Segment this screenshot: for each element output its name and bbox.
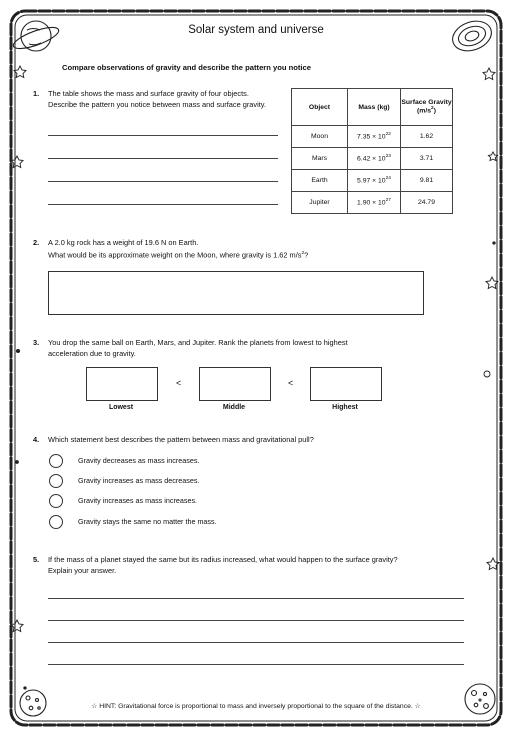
q4-number: 4. xyxy=(33,435,40,444)
q3-number: 3. xyxy=(33,338,40,347)
q3-text-line2: acceleration due to gravity. xyxy=(48,349,136,358)
q2-answer-box[interactable] xyxy=(48,271,424,315)
gravity-table xyxy=(291,88,453,214)
option-label: Gravity decreases as mass increases. xyxy=(78,456,200,465)
label-middle: Middle xyxy=(222,404,246,411)
col-object: Object xyxy=(292,89,348,126)
rank-box-highest[interactable] xyxy=(310,367,382,401)
page-title: Solar system and universe xyxy=(188,24,324,36)
table-row xyxy=(292,148,453,170)
q2-text-line2: What would be its approximate weight on the Moon, where gravity is 1.62 $m/s^2$? xyxy=(48,250,309,260)
option-label: Gravity increases as mass decreases. xyxy=(78,476,200,485)
less-than-sign: < xyxy=(176,378,182,388)
q5-answer-line[interactable] xyxy=(48,664,464,665)
option-label: Gravity increases as mass increases. xyxy=(78,496,198,505)
q5-number: 5. xyxy=(33,555,40,564)
table-row xyxy=(292,192,453,214)
label-lowest: Lowest xyxy=(108,404,134,411)
radio-circle-icon[interactable] xyxy=(49,494,63,508)
star-icon: ☆ xyxy=(414,703,421,710)
q3-text-line1: You drop the same ball on Earth, Mars, and Jupiter. Rank the planets from lowest to highest xyxy=(48,338,348,347)
q5-text-line2: Explain your answer. xyxy=(48,566,117,575)
cell-mass: $5.97 \times 10^{24}$ xyxy=(348,170,401,192)
galaxy-icon xyxy=(448,16,495,56)
q4-text: Which statement best describes the pattern between mass and gravitational pull? xyxy=(48,435,314,444)
cell-object: Earth xyxy=(292,170,348,192)
hint-label: HINT: Gravitational force is proportional to mass and inversely proportional to the square of the distance. xyxy=(99,703,413,710)
q1-answer-line[interactable] xyxy=(48,158,278,159)
hint-text xyxy=(0,702,512,710)
q1-answer-line[interactable] xyxy=(48,204,278,205)
cell-mass: $7.35 \times 10^{22}$ xyxy=(348,126,401,148)
label-highest: Highest xyxy=(332,404,358,411)
cell-gravity: 9.81 xyxy=(401,170,453,192)
cell-object: Mars xyxy=(292,148,348,170)
less-than-sign: < xyxy=(288,378,294,388)
rank-box-lowest[interactable] xyxy=(86,367,158,401)
q1-answer-line[interactable] xyxy=(48,135,278,136)
q1-answer-line[interactable] xyxy=(48,181,278,182)
q5-answer-line[interactable] xyxy=(48,620,464,621)
q1-text-line1: The table shows the mass and surface gravity of four objects. xyxy=(48,89,249,98)
q2-text-line1: A 2.0 kg rock has a weight of 19.6 N on Earth. xyxy=(48,238,199,247)
cell-gravity: 1.62 xyxy=(401,126,453,148)
cell-mass: $1.90 \times 10^{27}$ xyxy=(348,192,401,214)
rank-box-middle[interactable] xyxy=(199,367,271,401)
q5-text-line1: If the mass of a planet stayed the same but its radius increased, what would happen to the surface gravity? xyxy=(48,555,398,564)
cell-mass: $6.42 \times 10^{23}$ xyxy=(348,148,401,170)
table-row xyxy=(292,170,453,192)
cell-object: Jupiter xyxy=(292,192,348,214)
cell-object: Moon xyxy=(292,126,348,148)
q1-text-line2: Describe the pattern you notice between mass and surface gravity. xyxy=(48,100,267,109)
q2-number: 2. xyxy=(33,238,40,247)
q5-answer-line[interactable] xyxy=(48,642,464,643)
table-row xyxy=(292,126,453,148)
q5-answer-line[interactable] xyxy=(48,598,464,599)
table-header-row xyxy=(292,89,453,126)
cell-gravity: 3.71 xyxy=(401,148,453,170)
radio-circle-icon[interactable] xyxy=(49,515,63,529)
col-gravity: Surface Gravity $(m/s^2)$ xyxy=(401,89,453,126)
radio-circle-icon[interactable] xyxy=(49,474,63,488)
q1-number: 1. xyxy=(33,89,40,98)
radio-circle-icon[interactable] xyxy=(49,454,63,468)
option-label: Gravity stays the same no matter the mass. xyxy=(78,517,217,526)
col-mass: Mass (kg) xyxy=(348,89,401,126)
instructions-heading: Compare observations of gravity and describe the pattern you notice xyxy=(62,63,311,72)
star-icon: ☆ xyxy=(91,703,98,710)
cell-gravity: 24.79 xyxy=(401,192,453,214)
